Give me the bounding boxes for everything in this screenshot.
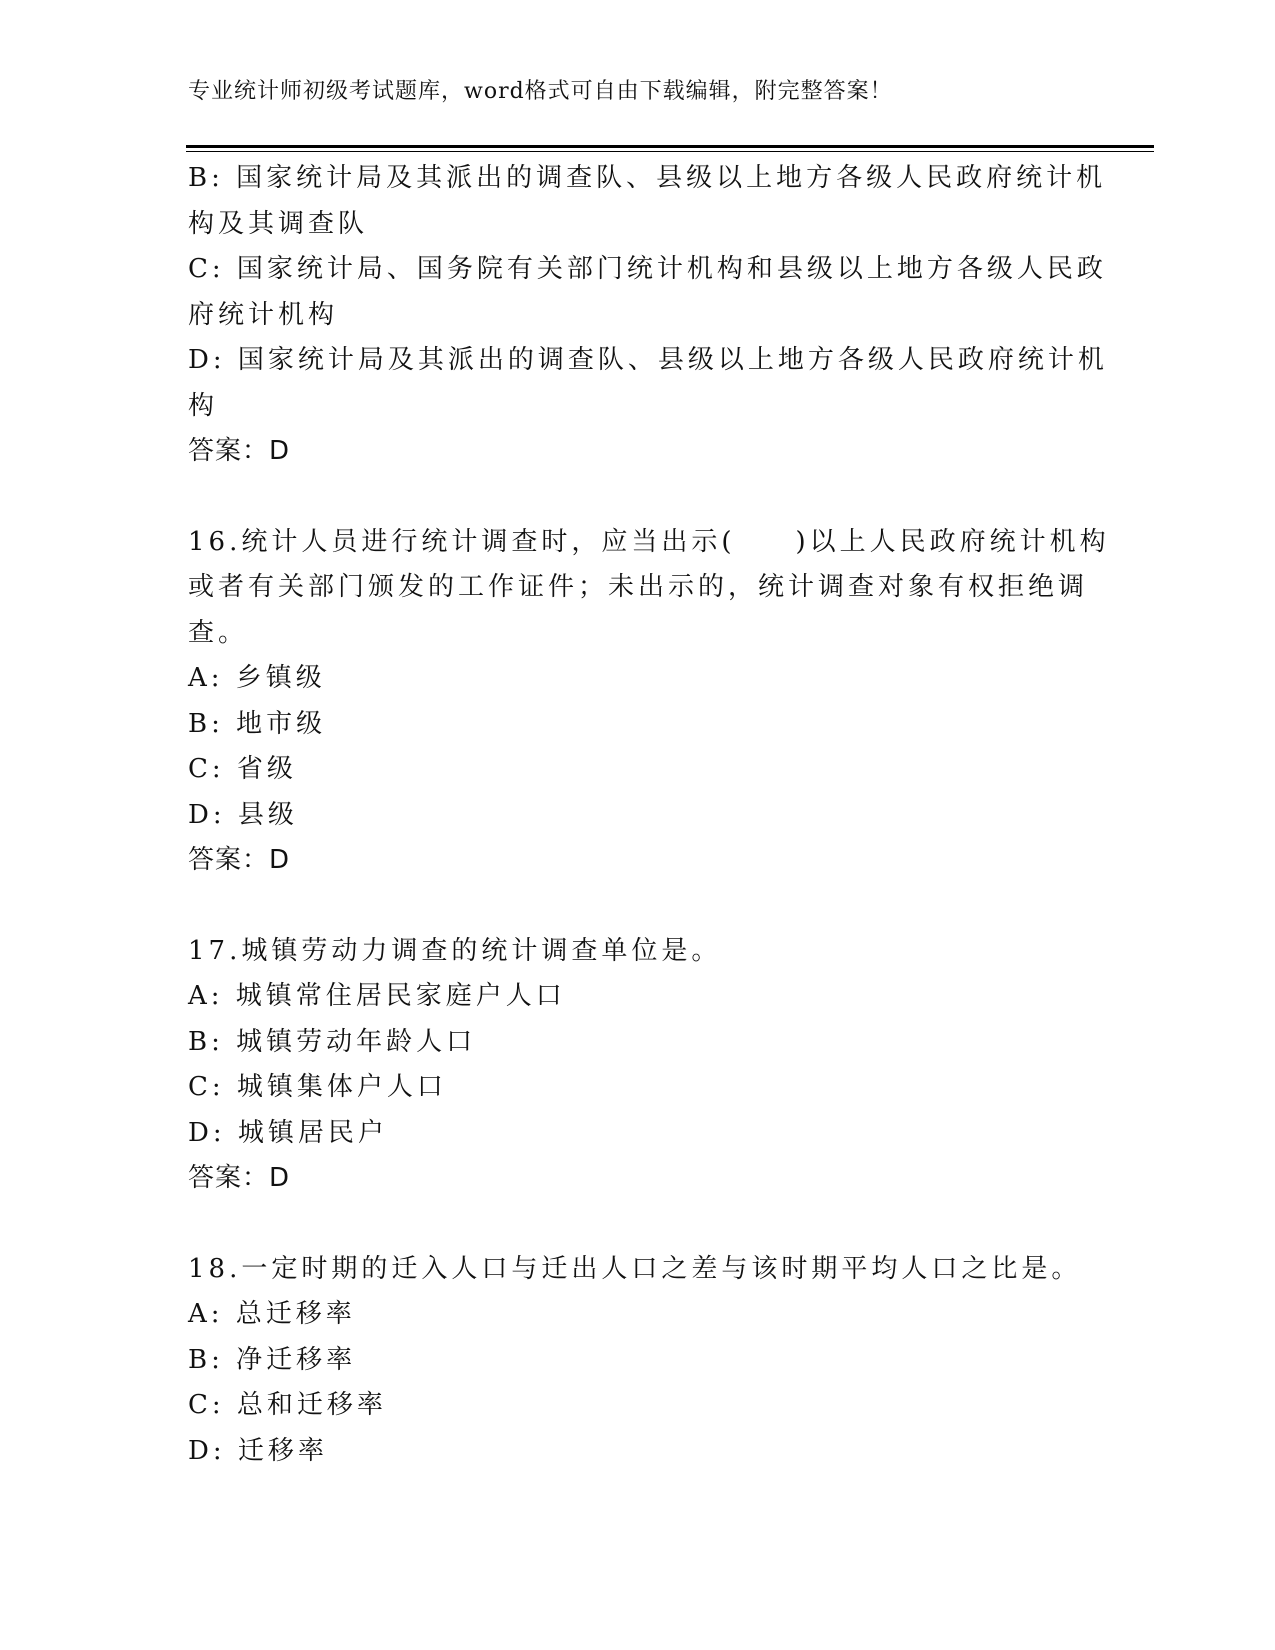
header-rule-thin xyxy=(186,151,1154,152)
spacer xyxy=(188,1202,1088,1247)
option-a: A: 城镇常住居民家庭户人口 xyxy=(188,981,566,1011)
question-stem-line: 17.城镇劳动力调查的统计调查单位是。 xyxy=(188,935,722,966)
answer-line: 答案：D xyxy=(188,1163,291,1193)
page-header: 专业统计师初级考试题库，word格式可自由下载编辑，附完整答案！ xyxy=(188,79,893,104)
option-c-line2: 府统计机构 xyxy=(188,299,339,330)
option-b: B: 净迁移率 xyxy=(188,1344,357,1375)
option-d-line2: 构 xyxy=(188,390,219,421)
prev-question xyxy=(188,156,1108,475)
option-d: D: 城镇居民户 xyxy=(188,1117,388,1148)
answer-line: 答案：D xyxy=(188,436,291,466)
option-d-line1: D: 国家统计局及其派出的调查队、县级以上地方各级人民政府统计机 xyxy=(188,345,1108,375)
answer-line: 答案：D xyxy=(188,845,291,875)
spacer xyxy=(188,475,1088,520)
option-b-line1: B: 国家统计局及其派出的调查队、县级以上地方各级人民政府统计机 xyxy=(188,163,1107,193)
question-content xyxy=(188,156,1110,1474)
question-stem-line: 16.统计人员进行统计调查时，应当出示( )以上人民政府统计机构 xyxy=(188,526,1110,557)
spacer xyxy=(188,884,1088,929)
question-stem-line: 或者有关部门颁发的工作证件；未出示的，统计调查对象有权拒绝调 xyxy=(188,572,1089,602)
option-d: D: 迁移率 xyxy=(188,1435,328,1466)
question-16 xyxy=(188,520,1110,884)
option-b-line2: 构及其调查队 xyxy=(188,208,369,239)
option-c: C: 城镇集体户人口 xyxy=(188,1072,447,1102)
question-stem-line: 查。 xyxy=(188,617,249,648)
option-c: C: 省级 xyxy=(188,754,297,784)
header-rule-thick xyxy=(186,145,1154,148)
option-b: B: 地市级 xyxy=(188,708,327,739)
option-a: A: 乡镇级 xyxy=(188,663,326,693)
option-b: B: 城镇劳动年龄人口 xyxy=(188,1026,477,1057)
question-17 xyxy=(188,929,1088,1202)
question-18 xyxy=(188,1247,1088,1475)
option-c: C: 总和迁移率 xyxy=(188,1390,387,1420)
option-d: D: 县级 xyxy=(188,799,298,830)
option-c-line1: C: 国家统计局、国务院有关部门统计机构和县级以上地方各级人民政 xyxy=(188,254,1107,284)
option-a: A: 总迁移率 xyxy=(188,1299,356,1329)
question-stem-line: 18.一定时期的迁入人口与迁出人口之差与该时期平均人口之比是。 xyxy=(188,1253,1082,1284)
